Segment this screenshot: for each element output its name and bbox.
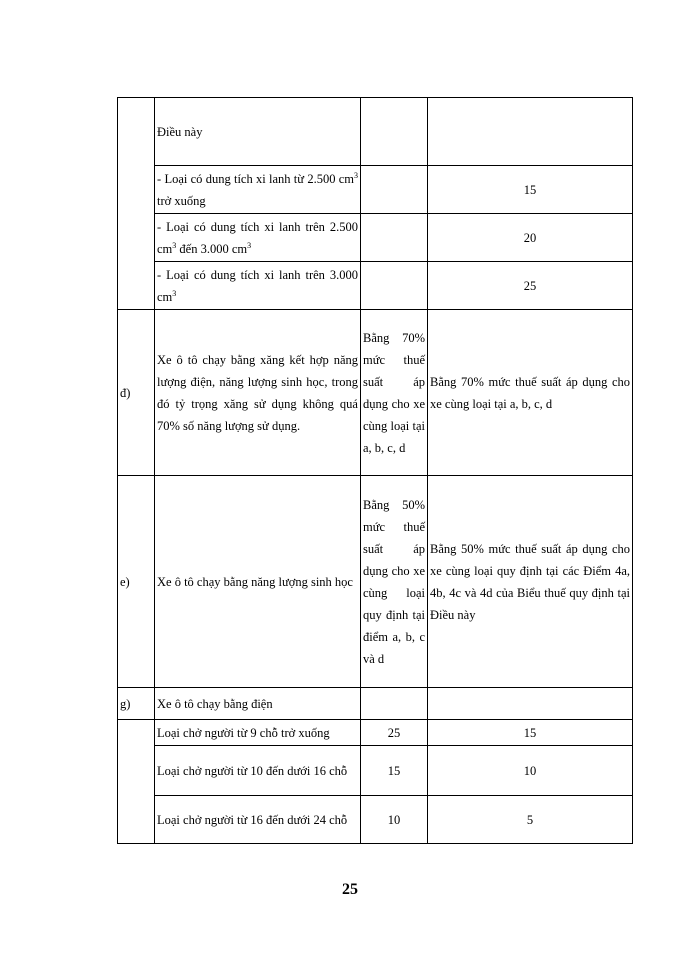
page-number: 25 bbox=[342, 881, 358, 898]
row-description: Loại chở người từ 16 đến dưới 24 chỗ bbox=[155, 796, 361, 844]
rate-current bbox=[361, 262, 428, 310]
row-label bbox=[118, 720, 155, 844]
row-label: e) bbox=[118, 476, 155, 688]
table-row bbox=[118, 98, 633, 166]
rate-new bbox=[428, 98, 633, 166]
rate-current bbox=[361, 214, 428, 262]
row-description: - Loại có dung tích xi lanh từ 2.500 $cm^3$ trở xuống bbox=[155, 166, 361, 214]
rate-new: 15 bbox=[428, 720, 633, 746]
rate-new: Bằng 70% mức thuế suất áp dụng cho xe cùng loại tại a, b, c, d bbox=[428, 310, 633, 476]
rate-new: 25 bbox=[428, 262, 633, 310]
table-row bbox=[118, 796, 633, 844]
rate-current: 15 bbox=[361, 746, 428, 796]
rate-current: 10 bbox=[361, 796, 428, 844]
rate-new: 10 bbox=[428, 746, 633, 796]
rate-new: 5 bbox=[428, 796, 633, 844]
row-description: Xe ô tô chạy bằng năng lượng sinh học bbox=[155, 476, 361, 688]
tax-rate-table bbox=[117, 97, 633, 844]
table-row bbox=[118, 262, 633, 310]
table-row bbox=[118, 688, 633, 720]
table-row bbox=[118, 310, 633, 476]
row-description: Xe ô tô chạy bằng điện bbox=[155, 688, 361, 720]
table-row bbox=[118, 720, 633, 746]
rate-current: 25 bbox=[361, 720, 428, 746]
rate-new: 15 bbox=[428, 166, 633, 214]
row-label bbox=[118, 98, 155, 310]
row-label: đ) bbox=[118, 310, 155, 476]
table-row bbox=[118, 214, 633, 262]
row-label: g) bbox=[118, 688, 155, 720]
rate-current bbox=[361, 98, 428, 166]
row-description: Xe ô tô chạy bằng xăng kết hợp năng lượng điện, năng lượng sinh học, trong đó tỷ trọng xăng sử dụng không quá 70% số năng lượng sử dụng. bbox=[155, 310, 361, 476]
table-row bbox=[118, 476, 633, 688]
rate-current: Bằng 70% mức thuế suất áp dụng cho xe cùng loại tại a, b, c, d bbox=[361, 310, 428, 476]
rate-new bbox=[428, 688, 633, 720]
table-row bbox=[118, 166, 633, 214]
table-row bbox=[118, 746, 633, 796]
rate-current bbox=[361, 688, 428, 720]
row-description: Loại chở người từ 10 đến dưới 16 chỗ bbox=[155, 746, 361, 796]
rate-current: Bằng 50% mức thuế suất áp dụng cho xe cùng loại quy định tại điểm a, b, c và d bbox=[361, 476, 428, 688]
row-description: Loại chở người từ 9 chỗ trở xuống bbox=[155, 720, 361, 746]
rate-new: 20 bbox=[428, 214, 633, 262]
row-description: - Loại có dung tích xi lanh trên 3.000 $cm^3$ bbox=[155, 262, 361, 310]
rate-current bbox=[361, 166, 428, 214]
row-description: Điều này bbox=[155, 98, 361, 166]
row-description: - Loại có dung tích xi lanh trên 2.500 $cm^3$ đến 3.000 $cm^3$ bbox=[155, 214, 361, 262]
rate-new: Bằng 50% mức thuế suất áp dụng cho xe cùng loại quy định tại các Điểm 4a, 4b, 4c và 4d của Biểu thuế quy định tại Điều này bbox=[428, 476, 633, 688]
